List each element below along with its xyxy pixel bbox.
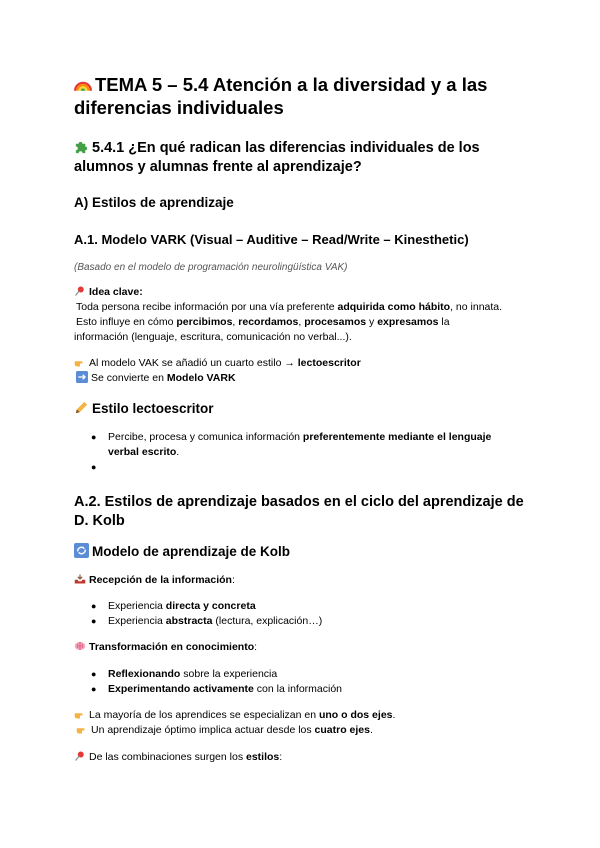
brain-icon <box>74 640 86 652</box>
inbox-tray-icon <box>74 573 86 585</box>
lectoescritor-bullet-1-line2: verbal escrito. <box>108 446 180 458</box>
transformacion-bullet-1: Reflexionando sobre la experiencia <box>108 668 278 680</box>
vark-note: (Basado en el modelo de programación neurolingüística VAK) <box>74 262 348 273</box>
pencil-icon <box>74 400 89 415</box>
page-title: TEMA 5 – 5.4 Atención a la diversidad y a las <box>74 73 487 96</box>
section-541-heading-line2: alumnos y alumnas frente al aprendizaje? <box>74 159 362 175</box>
ejes-sentence-2: Un aprendizaje óptimo implica actuar desde los cuatro ejes. <box>76 723 373 738</box>
combinaciones-sentence: De las combinaciones surgen los estilos: <box>74 750 282 765</box>
idea-clave-label: Idea clave: <box>74 285 143 300</box>
bullet-dot: ● <box>91 684 97 694</box>
lectoescritor-heading: Estilo lectoescritor <box>74 400 214 416</box>
pushpin-icon <box>74 285 86 297</box>
ejes-sentence-1: La mayoría de los aprendices se especializan en uno o dos ejes. <box>74 708 395 723</box>
recepcion-bullet-1: Experiencia directa y concreta <box>108 600 256 612</box>
pushpin-icon <box>74 750 86 762</box>
pointing-hand-icon <box>74 356 86 368</box>
idea-paragraph-line3: información (lenguaje, escritura, comunicación no verbal...). <box>74 331 352 343</box>
page-title-line2: diferencias individuales <box>74 97 284 118</box>
section-a2-heading: A.2. Estilos de aprendizaje basados en el ciclo del aprendizaje de <box>74 494 524 510</box>
bullet-dot: ● <box>91 669 97 679</box>
right-arrow-icon <box>76 371 88 383</box>
vark-sentence: Se convierte en Modelo VARK <box>76 371 236 386</box>
idea-paragraph-line1: Toda persona recibe información por una vía preferente adquirida como hábito, no innata. <box>76 301 503 313</box>
puzzle-icon <box>74 139 89 154</box>
section-a2-heading-line2: D. Kolb <box>74 513 125 529</box>
lectoescritor-bullet-1: Percibe, procesa y comunica información preferentemente mediante el lenguaje <box>108 431 492 443</box>
pointing-hand-icon <box>76 723 88 735</box>
section-a1-heading: A.1. Modelo VARK (Visual – Auditive – Read/Write – Kinesthetic) <box>74 232 469 247</box>
recepcion-label: Recepción de la información: <box>74 573 235 588</box>
transformacion-bullet-2: Experimentando activamente con la información <box>108 683 343 695</box>
recepcion-bullet-2: Experiencia abstracta (lectura, explicación…) <box>108 615 323 627</box>
cycle-arrows-icon <box>74 543 89 558</box>
bullet-dot: ● <box>91 616 97 626</box>
transformacion-label: Transformación en conocimiento: <box>74 640 257 655</box>
pointing-hand-icon <box>74 708 86 720</box>
section-a-heading: A) Estilos de aprendizaje <box>74 195 234 210</box>
bullet-dot: ● <box>91 601 97 611</box>
idea-paragraph-line2: Esto influye en cómo percibimos, recordamos, procesamos y expresamos la <box>76 316 450 328</box>
bullet-dot-empty: ● <box>91 462 97 472</box>
vak-sentence: Al modelo VAK se añadió un cuarto estilo → lectoescritor <box>74 356 361 371</box>
section-541-heading: 5.4.1 ¿En qué radican las diferencias individuales de los <box>74 138 480 159</box>
kolb-heading: Modelo de aprendizaje de Kolb <box>74 543 290 559</box>
rainbow-icon <box>74 75 92 93</box>
bullet-dot: ● <box>91 432 97 442</box>
